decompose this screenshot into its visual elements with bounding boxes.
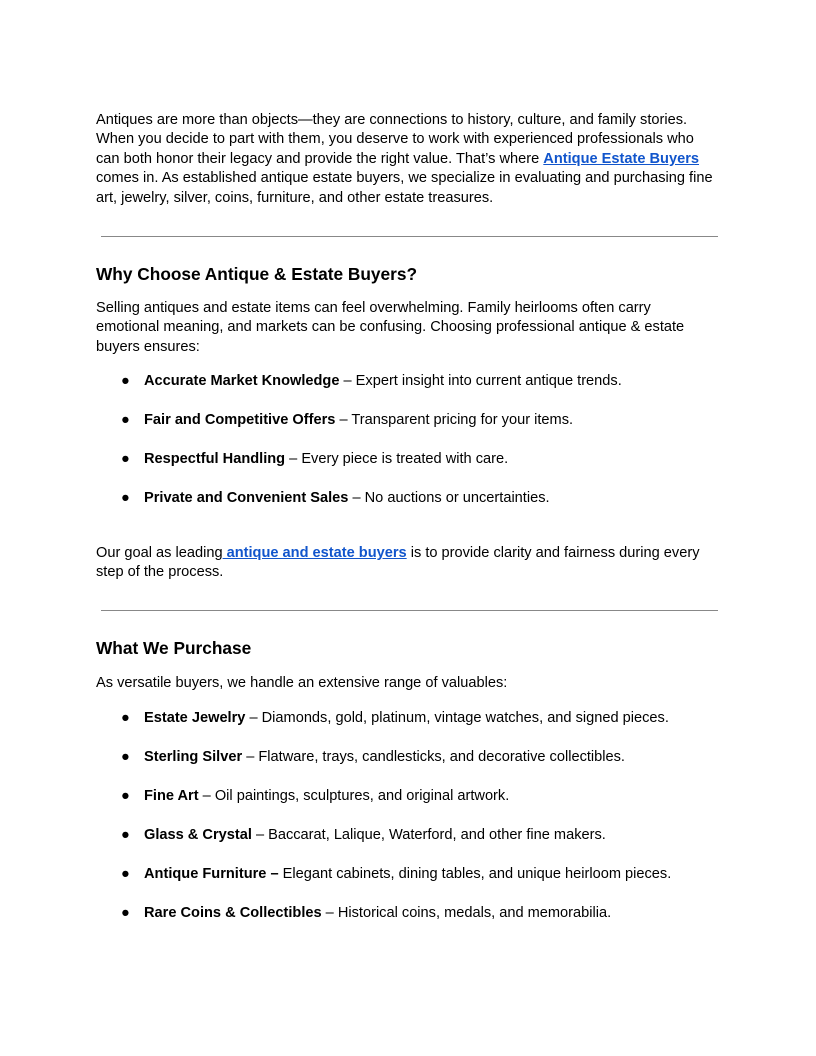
bullet-icon: ● (121, 412, 130, 429)
antique-estate-buyers-link[interactable]: Antique Estate Buyers (543, 150, 700, 167)
list-item-text: – Baccarat, Lalique, Waterford, and other fine makers. (251, 826, 606, 843)
why-choose-heading: Why Choose Antique & Estate Buyers? (96, 264, 418, 285)
list-item-text: – No auctions or uncertainties. (348, 490, 550, 507)
goal-text-start: Our goal as leading (96, 544, 223, 561)
section-divider (101, 236, 718, 237)
why-choose-paragraph: Selling antiques and estate items can feel overwhelming. Family heirlooms often carry emotional meaning, and markets can be confusing. Choosing professional antique & estate buyers ensures: (96, 300, 685, 355)
why-choose-list (96, 372, 718, 508)
list-item (96, 787, 718, 806)
bullet-icon: ● (121, 709, 130, 726)
list-item-title: Glass & Crystal (144, 826, 252, 843)
list-item (96, 865, 718, 884)
what-we-purchase-heading: What We Purchase (96, 638, 252, 659)
list-item (96, 904, 718, 923)
list-item-title: Respectful Handling (144, 451, 286, 468)
list-item-text: – Expert insight into current antique trends. (339, 373, 622, 390)
bullet-icon: ● (121, 451, 130, 468)
list-item-text: – Historical coins, medals, and memorabilia. (321, 904, 612, 921)
list-item-text: – Diamonds, gold, platinum, vintage watches, and signed pieces. (245, 709, 669, 726)
list-item (96, 709, 718, 728)
bullet-icon: ● (121, 748, 130, 765)
purchase-intro-paragraph: As versatile buyers, we handle an extensive range of valuables: (96, 675, 508, 692)
list-item-title: Private and Convenient Sales (144, 490, 349, 507)
list-item-title: Accurate Market Knowledge (144, 373, 340, 390)
intro-text-start: Antiques are more than objects—they are connections to history, culture, and family stories. When you decide to part with them, you deserve to work with experienced professionals who can both honor their legacy and provide the right value. That’s where (96, 112, 694, 167)
list-item-text: – Transparent pricing for your items. (335, 412, 574, 429)
section-divider (101, 610, 718, 611)
list-item (96, 372, 718, 391)
list-item-text: – Flatware, trays, candlesticks, and decorative collectibles. (242, 748, 625, 765)
list-item-title: Rare Coins & Collectibles (144, 904, 322, 921)
bullet-icon: ● (121, 490, 130, 507)
list-item (96, 826, 718, 845)
list-item (96, 748, 718, 767)
list-item-text: Elegant cabinets, dining tables, and unique heirloom pieces. (278, 865, 672, 882)
list-item (96, 450, 718, 469)
list-item-title: Fair and Competitive Offers (144, 412, 336, 429)
bullet-icon: ● (121, 826, 130, 843)
bullet-icon: ● (121, 904, 130, 921)
bullet-icon: ● (121, 865, 130, 882)
list-item-title: Antique Furniture – (144, 865, 279, 882)
intro-text-end: comes in. As established antique estate buyers, we specialize in evaluating and purchasing fine art, jewelry, silver, coins, furniture, and other estate treasures. (96, 170, 713, 206)
list-item-title: Fine Art (144, 787, 199, 804)
list-item-title: Estate Jewelry (144, 709, 246, 726)
list-item (96, 489, 718, 508)
goal-text-end: is to provide clarity and fairness during every step of the process. (96, 544, 700, 581)
goal-paragraph (96, 544, 718, 583)
antique-and-estate-buyers-link[interactable]: antique and estate buyers (222, 544, 407, 561)
list-item (96, 411, 718, 430)
list-item-title: Sterling Silver (144, 748, 243, 765)
intro-paragraph (96, 111, 718, 208)
bullet-icon: ● (121, 373, 130, 390)
list-item-text: – Every piece is treated with care. (285, 451, 509, 468)
list-item-text: – Oil paintings, sculptures, and original artwork. (198, 787, 510, 804)
bullet-icon: ● (121, 787, 130, 804)
purchase-list (96, 709, 718, 923)
